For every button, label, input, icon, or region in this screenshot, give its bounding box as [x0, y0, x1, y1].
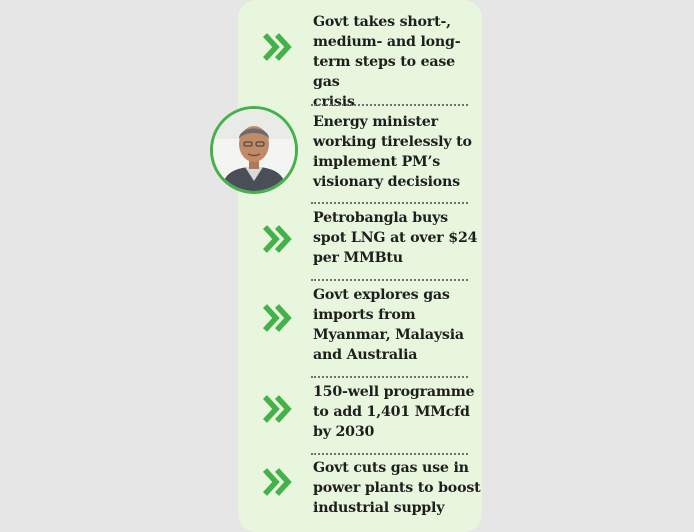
highlight-text-4: [313, 285, 483, 365]
highlight-line: Govt explores gas: [313, 287, 450, 303]
dotted-divider: [311, 104, 468, 106]
highlight-line: Govt cuts gas use in: [313, 460, 469, 476]
highlight-line: by 2030: [313, 424, 375, 440]
highlight-line: per MMBtu: [313, 250, 403, 266]
double-chevron-right-icon: [262, 224, 294, 254]
highlight-line: to add 1,401 MMcfd: [313, 404, 470, 420]
highlight-line: and Australia: [313, 347, 418, 363]
highlight-line: spot LNG at over $24: [313, 230, 478, 246]
dotted-divider: [311, 279, 468, 281]
highlight-line: imports from: [313, 307, 416, 323]
highlight-line: Myanmar, Malaysia: [313, 327, 464, 343]
highlight-line: crisis: [313, 94, 355, 110]
highlight-text-6: [313, 458, 483, 518]
double-chevron-right-icon: [262, 32, 294, 62]
highlight-line: Govt takes short-,: [313, 14, 451, 30]
minister-photo: [210, 106, 298, 194]
dotted-divider: [311, 453, 468, 455]
highlight-line: power plants to boost: [313, 480, 481, 496]
highlight-line: 150-well programme: [313, 384, 475, 400]
double-chevron-right-icon: [262, 467, 294, 497]
highlight-line: implement PM’s: [313, 154, 441, 170]
highlight-text-5: [313, 382, 483, 442]
double-chevron-right-icon: [262, 303, 294, 333]
highlight-line: industrial supply: [313, 500, 445, 516]
highlight-line: medium- and long-: [313, 34, 461, 50]
dotted-divider: [311, 202, 468, 204]
highlight-line: term steps to ease gas: [313, 54, 456, 90]
dotted-divider: [311, 376, 468, 378]
double-chevron-right-icon: [262, 394, 294, 424]
highlight-text-2: [313, 112, 483, 192]
highlight-line: Energy minister: [313, 114, 438, 130]
highlight-line: working tirelessly to: [313, 134, 472, 150]
highlight-text-3: [313, 208, 483, 268]
highlight-line: Petrobangla buys: [313, 210, 448, 226]
highlight-line: visionary decisions: [313, 174, 460, 190]
highlight-text-1: [313, 12, 483, 112]
highlights-card: [238, 0, 482, 532]
